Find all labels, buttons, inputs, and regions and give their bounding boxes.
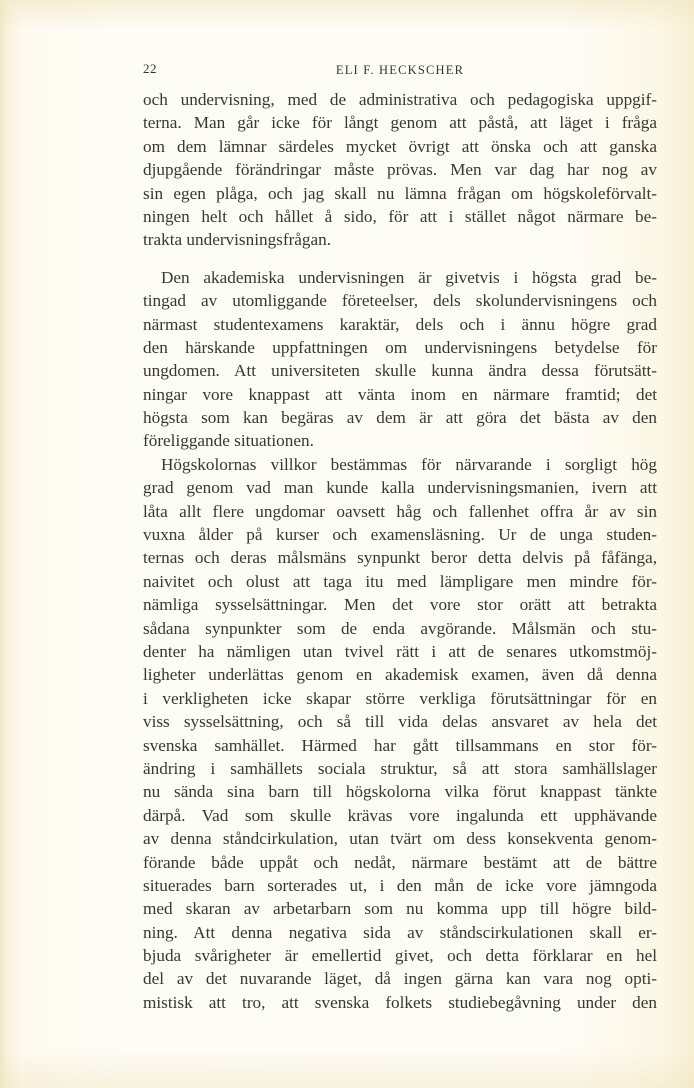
paragraph-spacer <box>143 252 657 266</box>
text-line: av denna ståndcirkulation, utan tvärt om dess konsekventa genom- <box>143 829 657 849</box>
paragraph-3 <box>143 453 657 1014</box>
text-line: svenska samhället. Härmed har gått tillsammans en stor för- <box>143 735 657 755</box>
text-line: situerades barn sorterades ut, i den mån de icke vore jämngoda <box>143 875 657 895</box>
text-line: del av det nuvarande läget, då ingen gärna kan vara nog opti- <box>143 969 657 989</box>
text-line: djupgående förändringar måste prövas. Men var dag har nog av <box>143 160 657 180</box>
text-line: viss sysselsättning, och så till vida delas ansvaret av hela det <box>143 712 657 732</box>
text-line: vuxna ålder på kurser och examensläsning. Ur de unga studen- <box>143 525 657 545</box>
text-line: nu sända sina barn till högskolorna vilka förut knappast tänkte <box>143 782 657 802</box>
page-number: 22 <box>143 61 157 76</box>
text-line: ternas och deras målsmäns synpunkt beror detta delvis på fåfänga, <box>143 548 657 568</box>
paragraph-1 <box>143 88 657 252</box>
text-line: ligheter underlättas genom en akademisk examen, även då denna <box>143 665 657 685</box>
text-line: den härskande uppfattningen om undervisningens betydelse för <box>143 337 657 357</box>
text-line: terna. Man går icke för långt genom att påstå, att läget i fråga <box>143 113 657 133</box>
paragraph-2 <box>143 266 657 453</box>
text-line: mistisk att tro, att svenska folkets studiebegåvning under den <box>143 992 657 1012</box>
text-line: Högskolornas villkor bestämmas för närvarande i sorgligt hög <box>161 454 657 474</box>
text-line: förande både uppåt och nedåt, närmare bestämt att de bättre <box>143 852 657 872</box>
text-line: i verkligheten icke skapar större verkliga förutsättningar för en <box>143 688 657 708</box>
running-head <box>143 61 657 81</box>
text-line: låta allt flere ungdomar oavsett håg och fallenhet offra år av sin <box>143 501 657 521</box>
text-line: ning. Att denna negativa sida av ståndscirkulationen skall er- <box>143 922 657 942</box>
text-line: om dem lämnar särdeles mycket övrigt att önska och att ganska <box>143 136 657 156</box>
text-line: grad genom vad man kunde kalla undervisningsmanien, ivern att <box>143 478 657 498</box>
text-line: därpå. Vad som skulle krävas vore ingalunda ett upphävande <box>143 805 657 825</box>
text-line: sådana synpunkter som de enda avgörande. Målsmän och stu- <box>143 618 657 638</box>
text-line: och undervisning, med de administrativa och pedagogiska uppgif- <box>143 90 657 109</box>
text-line: nämliga sysselsättningar. Men det vore stor orätt att betrakta <box>143 595 657 615</box>
body-text <box>143 88 657 1014</box>
text-line: trakta undervisningsfrågan. <box>143 230 332 250</box>
text-line: tingad av utomliggande företeelser, dels skolundervisningens och <box>143 291 657 311</box>
running-title: ELI F. HECKSCHER <box>335 63 465 77</box>
text-line: föreliggande situationen. <box>143 431 314 451</box>
text-line: ändring i samhällets sociala struktur, så att stora samhällslager <box>143 758 657 778</box>
text-line: sin egen plåga, och jag skall nu lämna frågan om högskoleförvalt- <box>143 183 657 203</box>
text-line: med skaran av arbetarbarn som nu komma upp till högre bild- <box>143 899 657 919</box>
text-line: naivitet och olust att taga itu med lämpligare men mindre för- <box>143 571 657 591</box>
text-line: närmast studentexamens karaktär, dels och i ännu högre grad <box>143 314 657 334</box>
text-line: denter ha nämligen utan tvivel rätt i att de senares utkomstmöj- <box>143 641 657 661</box>
text-line: Den akademiska undervisningen är givetvis i högsta grad be- <box>161 267 657 287</box>
text-line: ningen helt och hållet å sido, för att i stället något närmare be- <box>143 206 657 226</box>
text-line: högsta som kan begäras av dem är att göra det bästa av den <box>143 408 657 428</box>
text-line: ningar vore knappast att vänta inom en närmare framtid; det <box>143 384 657 404</box>
text-line: ungdomen. Att universiteten skulle kunna ändra dessa förutsätt- <box>143 361 657 381</box>
text-line: bjuda svårigheter är emellertid givet, och detta förklarar en hel <box>143 946 657 966</box>
